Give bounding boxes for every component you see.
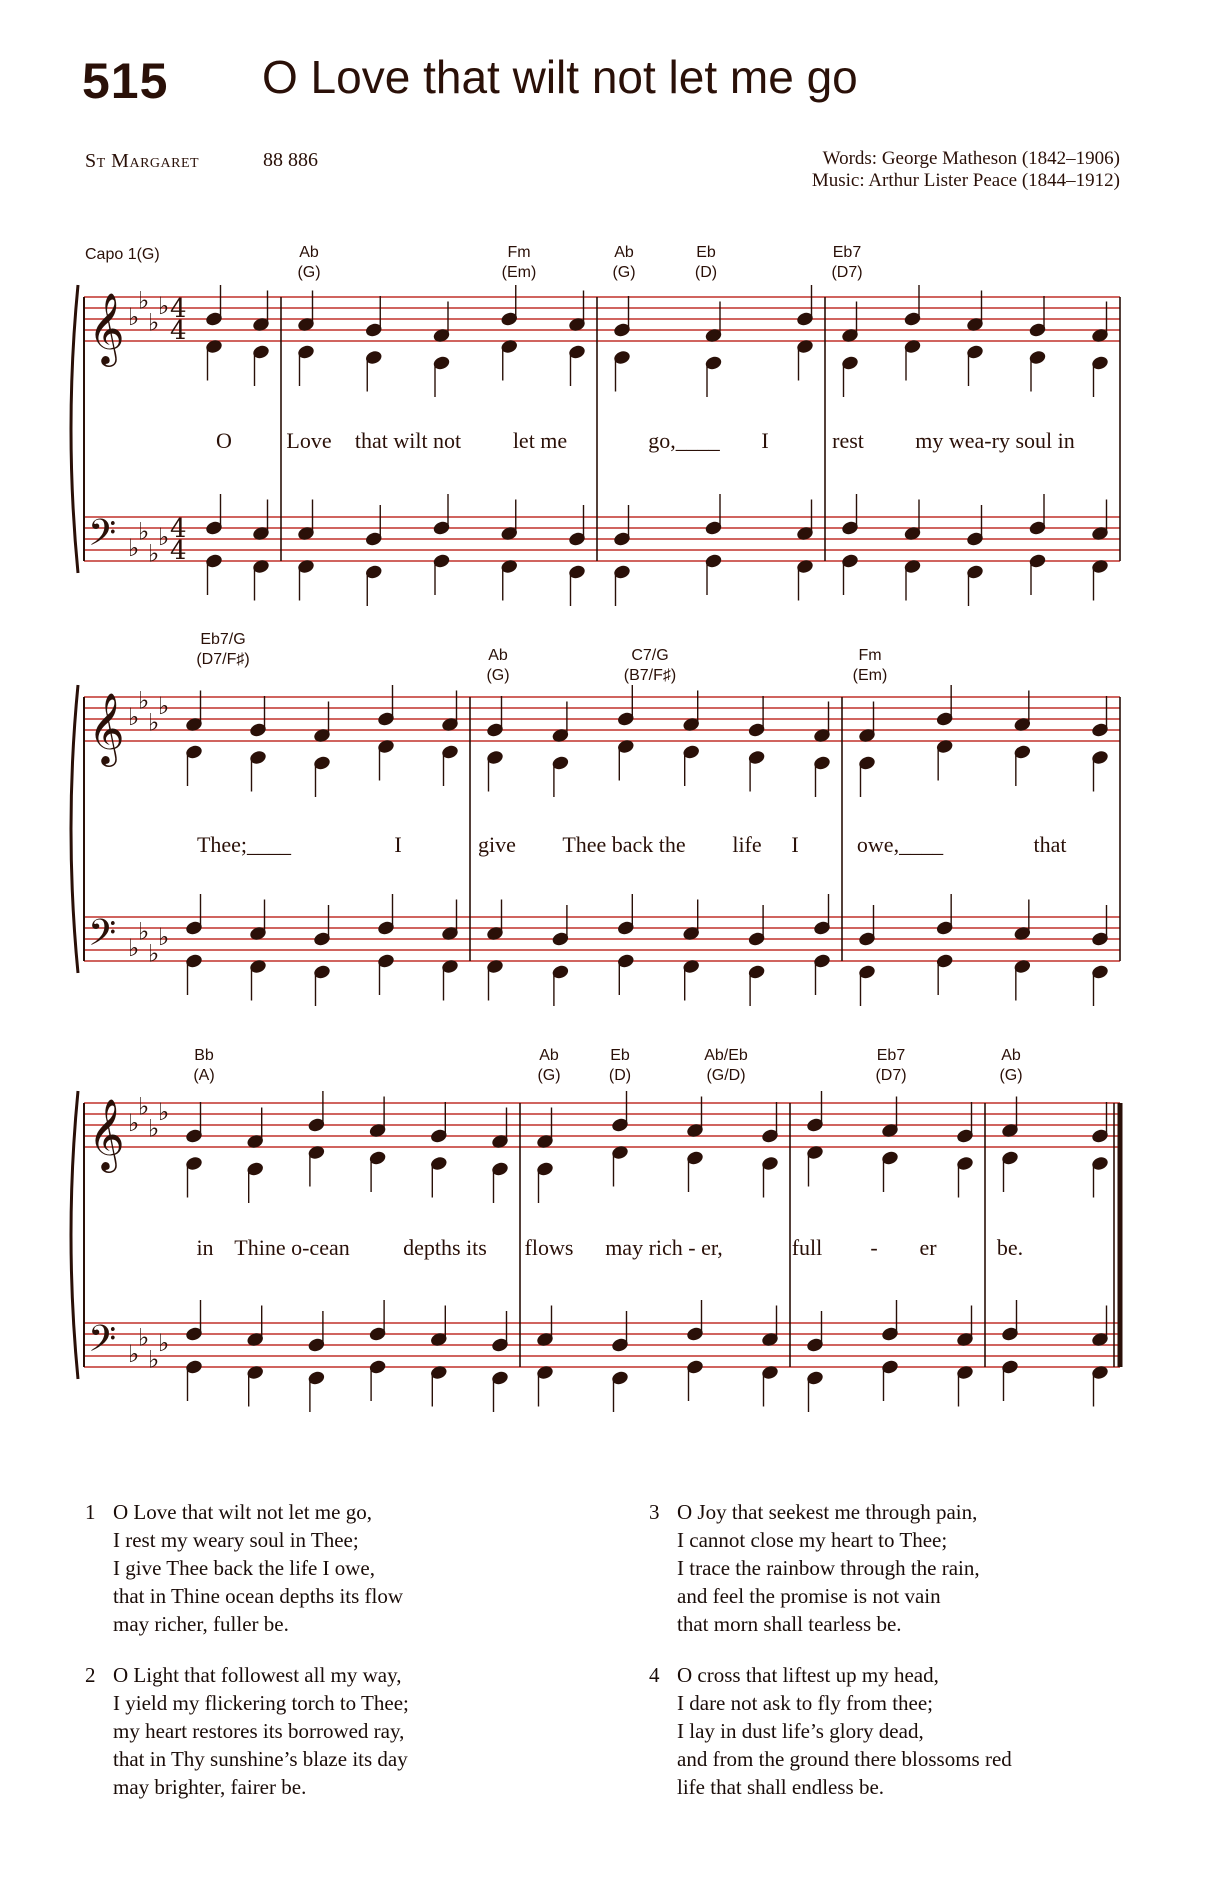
chord-symbol: Eb7 (D7) <box>831 244 863 281</box>
lyric-syllable: my wea-ry soul in <box>915 428 1075 453</box>
lyric-syllable: give <box>478 832 516 857</box>
hymn-title: O Love that wilt not let me go <box>262 51 858 103</box>
tune-name-text: St Margaret <box>85 150 200 172</box>
flat-sign: ♭ <box>148 1345 160 1374</box>
lyric-syllable: - <box>870 1235 878 1260</box>
verse-line: O Joy that seekest me through pain, <box>677 1500 978 1524</box>
verse-number: 3 <box>649 1500 660 1524</box>
flat-sign: ♭ <box>158 692 170 720</box>
chord-symbol: Ab (G) <box>537 1047 561 1084</box>
verse-line: I cannot close my heart to Thee; <box>677 1528 948 1552</box>
chord-symbol: Eb (D) <box>608 1047 632 1084</box>
hymn-number: 515 <box>82 53 169 109</box>
chord-symbol: Eb7/G (D7/F♯) <box>196 631 250 668</box>
verse-line: that in Thine ocean depths its flow <box>113 1584 404 1608</box>
bass-clef: 𝄢 <box>88 1318 117 1369</box>
lyric-syllable: er <box>919 1235 937 1260</box>
lyric-syllable: Love <box>286 428 332 453</box>
lyric-syllable: be. <box>996 1235 1024 1260</box>
verse-line: O Love that wilt not let me go, <box>113 1500 372 1524</box>
chord-symbol: Ab (G) <box>297 244 321 281</box>
music-credit: Music: Arthur Lister Peace (1844–1912) <box>811 170 1120 191</box>
lyric-syllable: full <box>791 1235 823 1260</box>
flat-sign: ♭ <box>158 292 170 320</box>
verse-line: I trace the rainbow through the rain, <box>677 1556 980 1580</box>
treble-clef: 𝄞 <box>88 291 125 364</box>
lyric-syllable: life <box>732 832 762 857</box>
flat-sign: ♭ <box>128 703 140 731</box>
lyric-syllable: depths its <box>403 1235 487 1260</box>
lyric-syllable: that wilt not <box>354 428 462 453</box>
chord-symbol: C7/G (B7/F♯) <box>623 647 677 684</box>
chord-symbol: Fm (Em) <box>852 647 888 684</box>
chord-symbol: Ab/Eb (G/D) <box>704 1047 748 1084</box>
flat-sign: ♭ <box>138 1323 150 1352</box>
verse-line: I dare not ask to fly from thee; <box>677 1691 933 1715</box>
time-signature-bottom: 4 <box>170 536 187 566</box>
verse-line: life that shall endless be. <box>677 1775 885 1799</box>
verse-line: I lay in dust life’s glory dead, <box>677 1719 924 1743</box>
flat-sign: ♭ <box>128 1340 140 1368</box>
bass-clef: 𝄢 <box>88 512 117 563</box>
meter: 88 886 <box>263 149 318 171</box>
verse-line: I yield my flickering torch to Thee; <box>113 1691 409 1715</box>
verse-4 <box>649 1661 1012 1801</box>
time-signature-bottom: 4 <box>170 316 187 346</box>
chord-symbol: Bb (A) <box>193 1047 215 1084</box>
flat-sign: ♭ <box>148 939 160 968</box>
lyric-syllable: that <box>1033 832 1067 857</box>
lyric-syllable: Thee;____ <box>196 832 292 857</box>
lyric-syllable: go,____ <box>648 428 720 453</box>
verse-number: 2 <box>85 1663 96 1687</box>
capo-indication: Capo 1(G) <box>85 246 160 263</box>
flat-sign: ♭ <box>138 686 150 715</box>
verse-1 <box>85 1498 404 1638</box>
verse-line: I give Thee back the life I owe, <box>113 1556 375 1580</box>
verse-line: may brighter, fairer be. <box>113 1775 307 1799</box>
chord-symbol: Eb7 (D7) <box>875 1047 907 1084</box>
flat-sign: ♭ <box>128 303 140 331</box>
time-signature-top: 4 <box>170 514 187 544</box>
lyric-syllable: O <box>216 428 232 453</box>
flat-sign: ♭ <box>138 1092 150 1121</box>
lyric-syllable: I <box>761 428 769 453</box>
flat-sign: ♭ <box>138 917 150 946</box>
verse-line: that morn shall tearless be. <box>677 1612 902 1636</box>
treble-clef: 𝄞 <box>88 691 125 764</box>
time-signature-top: 4 <box>170 294 187 324</box>
verse-line: I rest my weary soul in Thee; <box>113 1528 359 1552</box>
chord-symbol: Eb (D) <box>694 244 718 281</box>
flat-sign: ♭ <box>138 517 150 546</box>
chord-symbol: Ab (G) <box>612 244 636 281</box>
lyric-syllable: in <box>196 1235 214 1260</box>
verse-3 <box>649 1498 980 1638</box>
verse-line: and feel the promise is not vain <box>677 1584 941 1608</box>
lyric-syllable: I <box>791 832 799 857</box>
lyric-syllable: I <box>394 832 402 857</box>
verse-line: may richer, fuller be. <box>113 1612 289 1636</box>
flat-sign: ♭ <box>148 308 160 337</box>
words-credit: Words: George Matheson (1842–1906) <box>822 148 1120 169</box>
flat-sign: ♭ <box>148 539 160 568</box>
lyric-syllable: Thee back the <box>562 832 686 857</box>
verse-line: O Light that followest all my way, <box>113 1663 402 1687</box>
flat-sign: ♭ <box>128 1109 140 1137</box>
lyric-syllable: rest <box>832 428 864 453</box>
bass-clef: 𝄢 <box>88 912 117 963</box>
chord-symbol: Ab (G) <box>999 1047 1023 1084</box>
system-brace <box>71 685 78 973</box>
flat-sign: ♭ <box>158 1329 170 1357</box>
system-brace <box>71 1091 78 1379</box>
chord-symbol: Ab (G) <box>486 647 510 684</box>
verse-line: my heart restores its borrowed ray, <box>113 1719 405 1743</box>
verse-line: O cross that liftest up my head, <box>677 1663 939 1687</box>
chord-symbol: Fm (Em) <box>501 244 537 281</box>
treble-clef: 𝄞 <box>88 1097 125 1170</box>
flat-sign: ♭ <box>128 934 140 962</box>
verse-number: 4 <box>649 1663 660 1687</box>
flat-sign: ♭ <box>158 923 170 951</box>
flat-sign: ♭ <box>158 523 170 551</box>
flat-sign: ♭ <box>148 708 160 737</box>
flat-sign: ♭ <box>138 286 150 315</box>
verse-number: 1 <box>85 1500 96 1524</box>
verse-2 <box>85 1661 409 1801</box>
lyric-syllable: flows <box>524 1235 574 1260</box>
lyric-syllable: may rich - er, <box>605 1235 723 1260</box>
flat-sign: ♭ <box>128 534 140 562</box>
flat-sign: ♭ <box>148 1114 160 1143</box>
lyric-syllable: let me <box>512 428 568 453</box>
lyric-syllable: owe,____ <box>856 832 944 857</box>
flat-sign: ♭ <box>158 1098 170 1126</box>
lyric-syllable: Thine o-cean <box>234 1235 350 1260</box>
system-brace <box>71 285 78 573</box>
verse-line: that in Thy sunshine’s blaze its day <box>113 1747 408 1771</box>
verse-line: and from the ground there blossoms red <box>677 1747 1012 1771</box>
